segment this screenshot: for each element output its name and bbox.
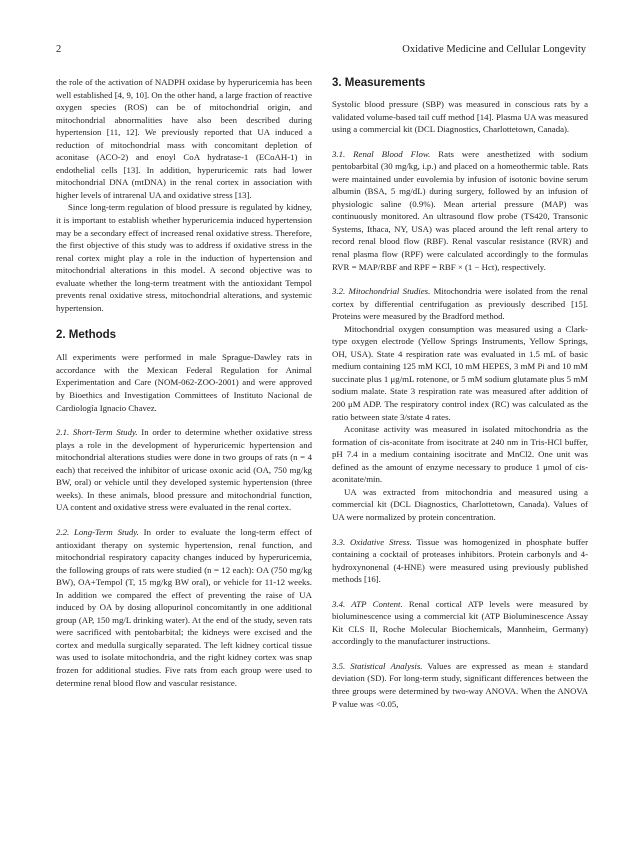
methods-heading: 2. Methods (56, 329, 117, 342)
section-3-2-title: 3.2. Mitochondrial Studies. (332, 286, 431, 297)
uric-acid-paragraph: UA was extracted from mitochondria and measured using a commercial kit (DCL Diagnostics, Charlottetown, Canada). Values of UA were normalized by protein concentration. (332, 486, 588, 522)
section-3-2 (332, 285, 588, 323)
journal-running-head: Oxidative Medicine and Cellular Longevity (402, 44, 586, 55)
intro-paragraph-1: the role of the activation of NADPH oxidase by hyperuricemia has been well established [4, 9, 10]. On the other hand, a large fraction of reactive oxygen species (ROS) can be of mitochondrial origin, and mitochondrial abnormalities have also been described during hypertension [11, 12]. We previously reported that UA induced a reduction of mitochondrial mass with concomitant depletion of aconitase (ACO-2) and enoyl CoA hydratase-1 (ECoAH-1) in endothelial cells [13]. In addition, hyperuricemic rats had lower mitochondrial DNA (mtDNA) in the renal cortex in association with higher levels of intrarenal UA and oxidative stress [13]. (56, 77, 312, 200)
section-2-2 (56, 526, 312, 689)
left-column (56, 76, 312, 689)
section-3-5-title: 3.5. Statistical Analysis. (332, 660, 423, 671)
section-2-2-body: In order to evaluate the long-term effect of antioxidant therapy on systemic hypertension, renal function, and mitochondrial respiratory capacity changes induced by hyperuricemia, the following groups of rats were studied (n = 12 each): OA (750 mg/kg BW), OA+Tempol (T, 15 mg/kg BW oral), or vehicle for 11-12 weeks. In addition we compared the effect of preventing the raise of UA induced by OA by dosing allopurinol concomitantly in one additional group (AP, 150 mg/L drinking water). At the end of the study, seven rats were sacrificed with pentobarbital; the kidneys were excised and the cortex and medulla surgically separated. The left kidney cortical tissue was used to isolate mitochondria, and the right kidney cortex was snap frozen for additional studies. Five rats from each group were used to determine renal blood flow and vascular resistance. (56, 526, 312, 688)
section-3-3 (332, 536, 588, 586)
right-column (332, 76, 588, 710)
section-3-5 (332, 660, 588, 710)
section-3-1 (332, 148, 588, 273)
methods-paragraph: All experiments were performed in male Sprague-Dawley rats in accordance with the Mexican Federal Regulation for Animal Experimentation and Care (NOM-062-ZOO-2001) and were approved by Bioethics and Investigation Committees of Instituto Nacional de Cardiología Ignacio Chavez. (56, 352, 312, 413)
section-3-4-body: Renal cortical ATP levels were measured by bioluminescence using a commercial kit (ATP Bioluminescence Assay Kit CLS II, Roche Molecular Biochemicals, Mannheim, Germany) accordingly to the manufacturer instructions. (332, 598, 588, 647)
section-3-2-body: Mitochondria were isolated from the renal cortex by differential centrifugation as previously described [15]. Proteins were measured by the Bradford method. (332, 286, 588, 322)
section-2-1-body: In order to determine whether oxidative stress plays a role in the development of hyperuricemic hypertension and mitochondrial alterations studies were done in two groups of rats (n = 4 each) that received the inhibitor of uricase oxonic acid (OA, 750 mg/kg BW, oral) or vehicle until they developed systemic hypertension (three weeks). In these animals, blood pressure and mitochondrial function, UA content and oxidative stress were evaluated in the renal cortex. (56, 427, 312, 513)
section-2-1 (56, 426, 312, 514)
section-3-5-body: Values are expressed as mean ± standard deviation (SD). For long-term study, significant differences between the three groups were determined by two-way ANOVA. When the ANOVA P value was <0.05, (332, 660, 588, 709)
aconitase-paragraph: Aconitase activity was measured in isolated mitochondria as the formation of cis-aconitate from isocitrate at 240 nm in Tris-HCl buffer, pH 7.4 in a medium containing isocitrate and MnCl2. One unit was defined as the amount of enzyme necessary to produce 1 μmol of cis-aconitate/min. (332, 424, 588, 485)
measurements-paragraph: Systolic blood pressure (SBP) was measured in conscious rats by a validated volume-based tail cuff method [14]. Plasma UA was measured using a commercial kit (DCL Diagnostics, Charlottetown, Canada). (332, 99, 588, 135)
section-3-3-body: Tissue was homogenized in phosphate buffer containing a cocktail of proteases inhibitors. Protein carbonyls and 4-hydroxynonenal (4-HNE) were measured using previously published methods [16]. (332, 536, 588, 585)
intro-paragraph-2: Since long-term regulation of blood pressure is regulated by kidney, it is important to establish whether hyperuricemia induced hypertension may be a secondary effect of increased renal oxidative stress. Therefore, the first objective of this study was to address if oxidative stress in the renal cortex might play a role in the induction of hypertension and mitochondrial alterations in this model. A second objective was to evaluate whether the long-term treatment with the antioxidant Tempol prevents renal oxidative stress, mitochondrial alterations, and systemic hypertension. (56, 202, 312, 313)
section-3-4-title: 3.4. ATP Content. (332, 598, 403, 609)
measurements-heading: 3. Measurements (332, 77, 426, 89)
section-3-1-body: Rats were anesthetized with sodium pentobarbital (30 mg/kg, i.p.) and placed on a homeothermic table. Rats were maintained under euvolemia by infusion of isotonic bovine serum albumin (BSA, 5 mg/dL) during surgery, followed by an infusion of physiologic saline (0.9%). Mean arterial pressure (MAP) was continuously monitored. An ultrasound flow probe (TS420, Transonic Systems, Ithaca, NY, USA) was placed around the left renal artery to record renal blood flow (RBF). Renal vascular resistance (RVR) and renal plasma flow (RPF) were calculated accordingly to the formulas RVR = MAP/RBF and RPF = RBF × (1 − Hct), respectively. (332, 148, 588, 272)
section-3-1-title: 3.1. Renal Blood Flow. (332, 148, 431, 159)
page-number: 2 (56, 44, 62, 55)
oxygen-consumption-paragraph: Mitochondrial oxygen consumption was measured using a Clark-type oxygen electrode (Yellow Springs Instruments, Yellow Springs, OH, USA). State 4 respiration rate was evaluated in 1.5 mL of basic medium containing 125 mM KCl, 10 mM HEPES, 3 mM Pi and 10 mM succinate plus 1 μg/mL rotenone, or 5 mM sodium glutamate plus 5 mM sodium malate. State 3 respiration rate was measured after addition of 200 μM ADP. The respiratory control index (RC) was calculated as the ratio between state 3/state 4 rates. (332, 323, 588, 422)
section-2-2-title: 2.2. Long-Term Study. (56, 526, 139, 537)
section-3-3-title: 3.3. Oxidative Stress. (332, 536, 412, 547)
section-2-1-title: 2.1. Short-Term Study. (56, 427, 138, 438)
section-3-4 (332, 598, 588, 648)
